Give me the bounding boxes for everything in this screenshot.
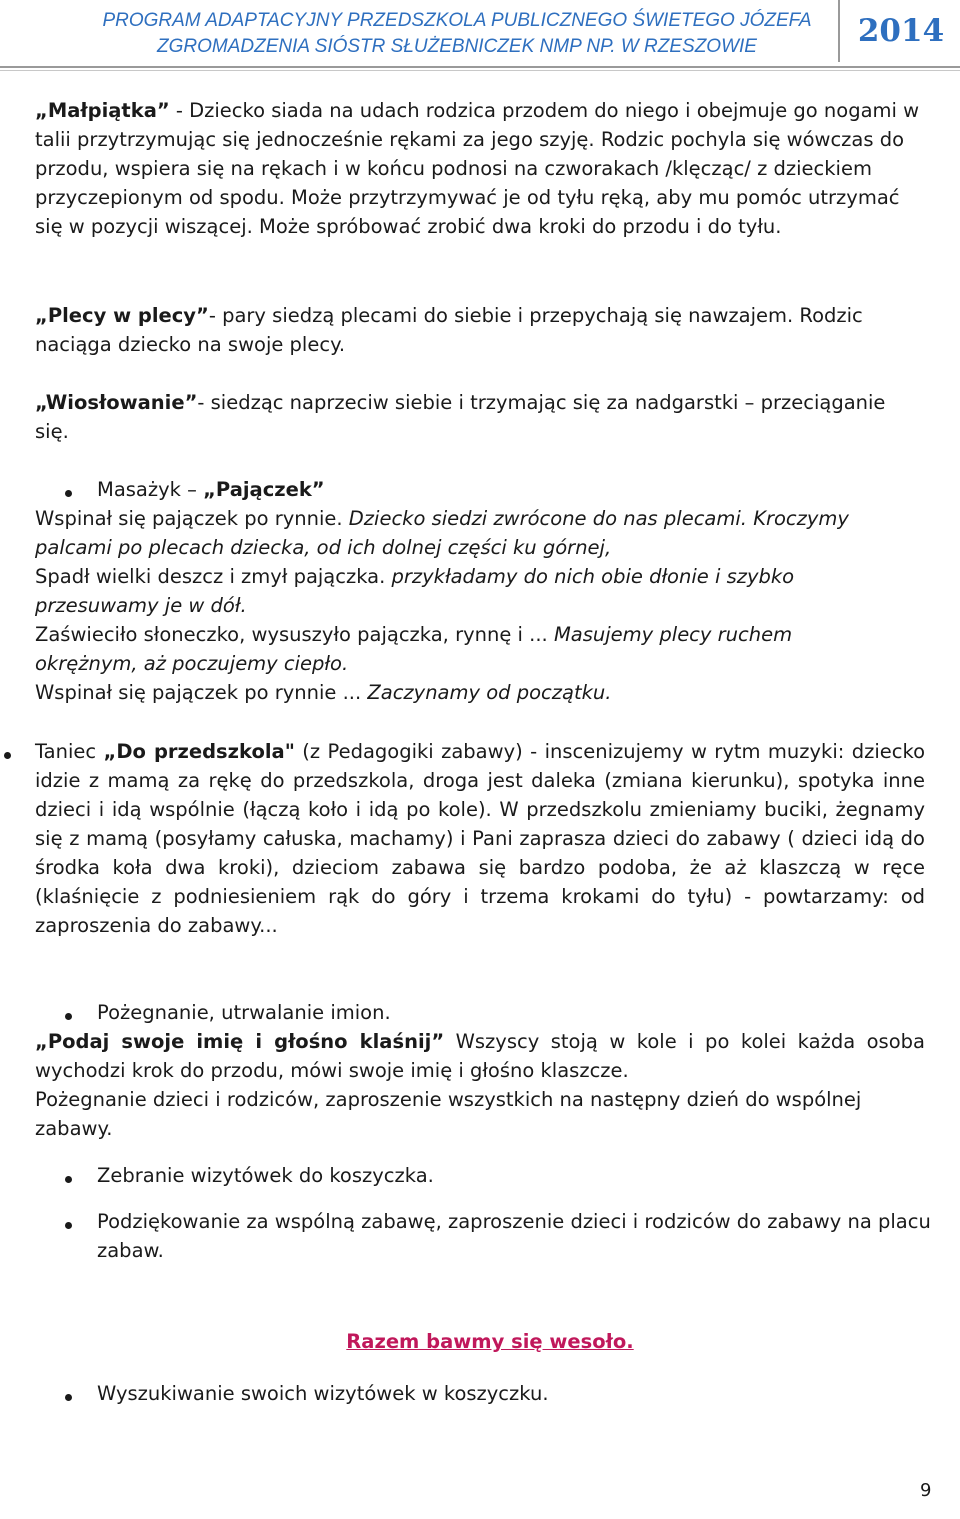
list-item-wyszukiwanie: Wyszukiwanie swoich wizytówek w koszyczku.: [97, 1382, 549, 1405]
exercise-title: „Wiosłowanie”: [35, 391, 198, 414]
motto-line: [0, 1327, 960, 1356]
exercise-description: - siedząc naprzeciw siebie i trzymając się za nadgarstki – przeciąganie się.: [35, 391, 886, 443]
page-number: 9: [920, 1480, 932, 1501]
verse-line-2: palcami po plecach dziecka, od ich dolnej części ku górnej,: [35, 536, 612, 559]
list-item-description: (z Pedagogiki zabawy) - inscenizujemy w rytm muzyki: dziecko idzie z mamą za rękę do przedszkola, droga jest daleka (zmiana kierunku), spotyka inne dzieci i idą wspólnie (łączą koło i idą po kole). W przedszkolu zmieniamy buciki, żegnamy się z mamą (posyłamy całuska, machamy) i Pani zaprasza dzieci do zabawy ( dzieci idą do środka koła dwa kroki), dzieciom zabawa się bardzo podoba, że aż klaszczą w ręce (klaśnięcie z podniesieniem rąk do góry i trzema krokami do tyłu) - powtarzamy: od zaproszenia do zabawy...: [35, 740, 925, 937]
exercise-description: - pary siedzą plecami do siebie i przepychają się nawzajem. Rodzic naciąga dziecko na swoje plecy.: [35, 304, 863, 356]
verse-line-3: [35, 562, 925, 591]
motto-text: Razem bawmy się wesoło.: [346, 1330, 634, 1353]
header-line-1: PROGRAM ADAPTACYJNY PRZEDSZKOLA PUBLICZNEGO ŚWIETEGO JÓZEFA: [102, 10, 812, 31]
paragraph-malpiatka: [35, 96, 925, 241]
list-item-label: Masażyk –: [97, 478, 204, 501]
list-item-title: „Do przedszkola": [103, 740, 295, 763]
bullet-icon: [65, 490, 72, 497]
exercise-title: „Małpiątka”: [35, 99, 170, 122]
paragraph-podaj-imie: [35, 1027, 925, 1085]
verse-instruction: Masujemy plecy ruchem: [553, 623, 793, 646]
paragraph-pozegnanie: Pożegnanie dzieci i rodziców, zaproszenie wszystkich na następny dzień do wspólnej zabawy.: [35, 1088, 862, 1140]
bullet-icon: [65, 1013, 72, 1020]
exercise-title: „Plecy w plecy”: [35, 304, 209, 327]
list-item-pozegnanie: Pożegnanie, utrwalanie imion.: [97, 1001, 391, 1024]
bullet-icon: [65, 1394, 72, 1401]
exercise-title: „Podaj swoje imię i głośno klaśnij”: [35, 1030, 445, 1053]
verse-line-1: [35, 504, 925, 533]
verse-text: Spadł wielki deszcz i zmył pajączka.: [35, 565, 392, 588]
header-divider: [0, 66, 960, 68]
verse-line-6: okrężnym, aż poczujemy ciepło.: [35, 652, 349, 675]
exercise-description: - Dziecko siada na udach rodzica przodem do niego i obejmuje go nogami w talii przytrzymując się jednocześnie rękami za jego szyję. Rodzic pochyla się wówczas do przodu, wspiera się na rękach i w końcu podnosi na czworakach /klęcząc/ z dzieckiem przyczepionym od spodu. Może przytrzymywać je od tyłu ręką, aby mu pomóc utrzymać się w pozycji wiszącej. Może spróbować zrobić dwa kroki do przodu i do tyłu.: [35, 99, 920, 238]
header-year: 2014: [838, 0, 960, 62]
list-item-podziekowanie: Podziękowanie za wspólną zabawę, zaproszenie dzieci i rodziców do zabawy na placu zabaw.: [97, 1210, 931, 1262]
list-item-taniec: [35, 737, 925, 940]
verse-text: Zaświeciło słoneczko, wysuszyło pajączka, rynnę i ...: [35, 623, 554, 646]
header-divider-thin: [0, 70, 960, 71]
verse-line-5: [35, 620, 925, 649]
bullet-icon: [4, 752, 11, 759]
verse-line-7: [35, 678, 925, 707]
paragraph-wioslowanie: [35, 388, 925, 446]
verse-instruction: przykładamy do nich obie dłonie i szybko: [391, 565, 795, 588]
bullet-icon: [65, 1176, 72, 1183]
list-item-label: Taniec: [35, 740, 104, 763]
verse-text: Wspinał się pajączek po rynnie ...: [35, 681, 368, 704]
list-item-title: „Pajączek”: [203, 478, 325, 501]
verse-line-4: przesuwamy je w dół.: [35, 594, 247, 617]
list-item-masazyk: [97, 475, 927, 504]
header-line-2: ZGROMADZENIA SIÓSTR SŁUŻEBNICZEK NMP NP. W RZESZOWIE: [157, 36, 757, 57]
verse-text: Wspinał się pajączek po rynnie.: [35, 507, 349, 530]
list-item-zebranie: Zebranie wizytówek do koszyczka.: [97, 1164, 434, 1187]
exercise-description: Wszyscy stoją w kole i po kolei każda osoba wychodzi krok do przodu, mówi swoje imię i głośno klaszcze.: [35, 1030, 925, 1082]
verse-instruction: Zaczynamy od początku.: [367, 681, 612, 704]
page-header: [0, 0, 960, 70]
header-title: [92, 8, 822, 60]
paragraph-plecy-w-plecy: [35, 301, 925, 359]
bullet-icon: [65, 1222, 72, 1229]
verse-instruction: Dziecko siedzi zwrócone do nas plecami. Kroczymy: [348, 507, 849, 530]
